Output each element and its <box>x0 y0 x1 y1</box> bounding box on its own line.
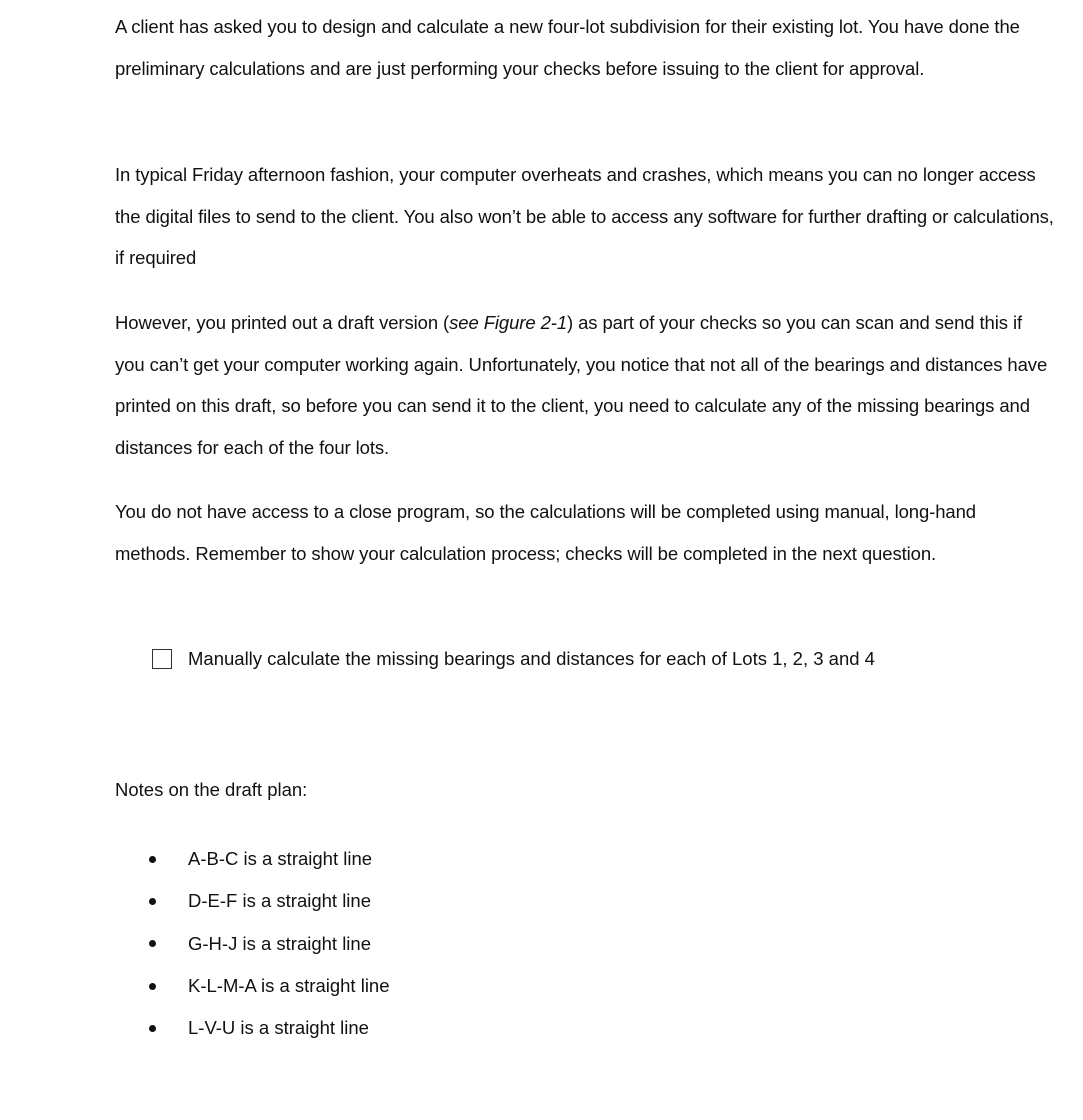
paragraph-computer-crash: In typical Friday afternoon fashion, your computer overheats and crashes, which means you can no longer access the digital files to send to the client. You also won’t be able to access any software for further drafting or calculations, if required <box>115 164 1054 268</box>
list-item <box>149 880 390 922</box>
bullet-icon <box>149 898 156 905</box>
note-text: G-H-J is a straight line <box>188 932 371 954</box>
paragraph-manual-methods: You do not have access to a close program, so the calculations will be completed using manual, long-hand methods. Remember to show your calculation process; checks will be completed in the next question. <box>115 501 976 564</box>
note-text: K-L-M-A is a straight line <box>188 975 390 997</box>
paragraph-draft-version <box>115 302 1055 468</box>
figure-reference: see Figure 2-1 <box>449 312 568 333</box>
note-text: A-B-C is a straight line <box>188 848 373 870</box>
notes-heading: Notes on the draft plan: <box>115 779 308 800</box>
list-item <box>149 1007 390 1049</box>
bullet-icon <box>149 983 156 990</box>
notes-list <box>149 838 390 1049</box>
paragraph-draft-text-end: ) as part of your checks so you can scan and send this if you can’t get your computer working again. Unfortunately, you notice that not all of the bearings and distances have printed on this draft, so before you can send it to the client, you need to calculate any of the missing bearings and distances for each of the four lots. <box>115 312 1048 458</box>
task-label: Manually calculate the missing bearings and distances for each of Lots 1, 2, 3 and 4 <box>188 648 875 669</box>
paragraph-draft-text-start: However, you printed out a draft version ( <box>115 312 450 333</box>
list-item <box>149 923 390 965</box>
note-text: L-V-U is a straight line <box>188 1017 369 1039</box>
paragraph-intro: A client has asked you to design and calculate a new four-lot subdivision for their existing lot. You have done the preliminary calculations and are just performing your checks before issuing to the client for approval. <box>115 16 1020 79</box>
bullet-icon <box>149 1025 156 1032</box>
list-item <box>149 838 390 880</box>
bullet-icon <box>149 940 156 947</box>
task-item <box>152 648 875 670</box>
bullet-icon <box>149 856 156 863</box>
task-checkbox[interactable] <box>152 649 172 669</box>
note-text: D-E-F is a straight line <box>188 890 371 912</box>
list-item <box>149 965 390 1007</box>
